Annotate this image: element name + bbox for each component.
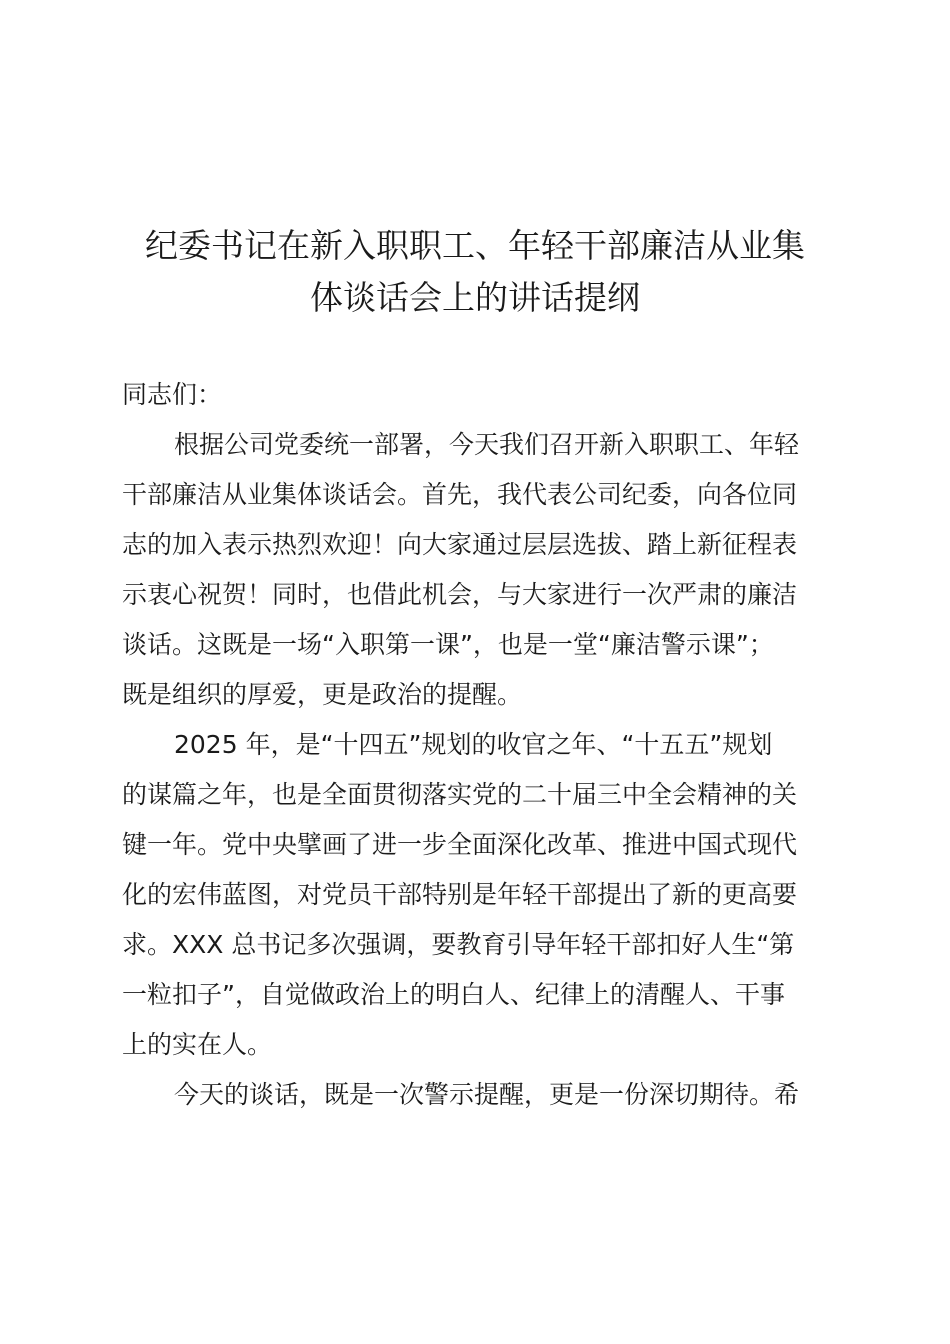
paragraph-line: 示衷心祝贺！同时，也借此机会，与大家进行一次严肃的廉洁 — [122, 580, 798, 609]
paragraph-2 — [122, 720, 834, 1070]
document-body — [122, 370, 834, 1120]
paragraph-line: 键一年。党中央擘画了进一步全面深化改革、推进中国式现代 — [122, 830, 798, 859]
paragraph-line: 干部廉洁从业集体谈话会。首先，我代表公司纪委，向各位同 — [122, 480, 798, 509]
document-title — [110, 220, 840, 324]
paragraph-line: 2025 年，是“十四五”规划的收官之年、“十五五”规划 — [174, 730, 773, 759]
paragraph-line: 谈话。这既是一场“入职第一课”，也是一堂“廉洁警示课”； — [122, 630, 774, 659]
paragraph-line: 志的加入表示热烈欢迎！向大家通过层层选拔、踏上新征程表 — [122, 530, 798, 559]
title-line: 体谈话会上的讲话提纲 — [310, 278, 640, 317]
paragraph-line: 今天的谈话，既是一次警示提醒，更是一份深切期待。希 — [174, 1080, 800, 1109]
title-line: 纪委书记在新入职职工、年轻干部廉洁从业集 — [145, 226, 805, 265]
paragraph-line: 化的宏伟蓝图，对党员干部特别是年轻干部提出了新的更高要 — [122, 880, 798, 909]
paragraph-line: 求。XXX 总书记多次强调，要教育引导年轻干部扣好人生“第 — [122, 930, 795, 959]
paragraph-line: 上的实在人。 — [122, 1030, 273, 1059]
paragraph-3 — [122, 1070, 834, 1120]
paragraph-1 — [122, 420, 834, 720]
paragraph-line: 既是组织的厚爱，更是政治的提醒。 — [122, 680, 523, 709]
salutation: 同志们： — [122, 380, 223, 409]
paragraph-line: 一粒扣子”，自觉做政治上的明白人、纪律上的清醒人、干事 — [122, 980, 785, 1009]
paragraph-line: 的谋篇之年，也是全面贯彻落实党的二十届三中全会精神的关 — [122, 780, 798, 809]
paragraph-line: 根据公司党委统一部署，今天我们召开新入职职工、年轻 — [174, 430, 800, 459]
